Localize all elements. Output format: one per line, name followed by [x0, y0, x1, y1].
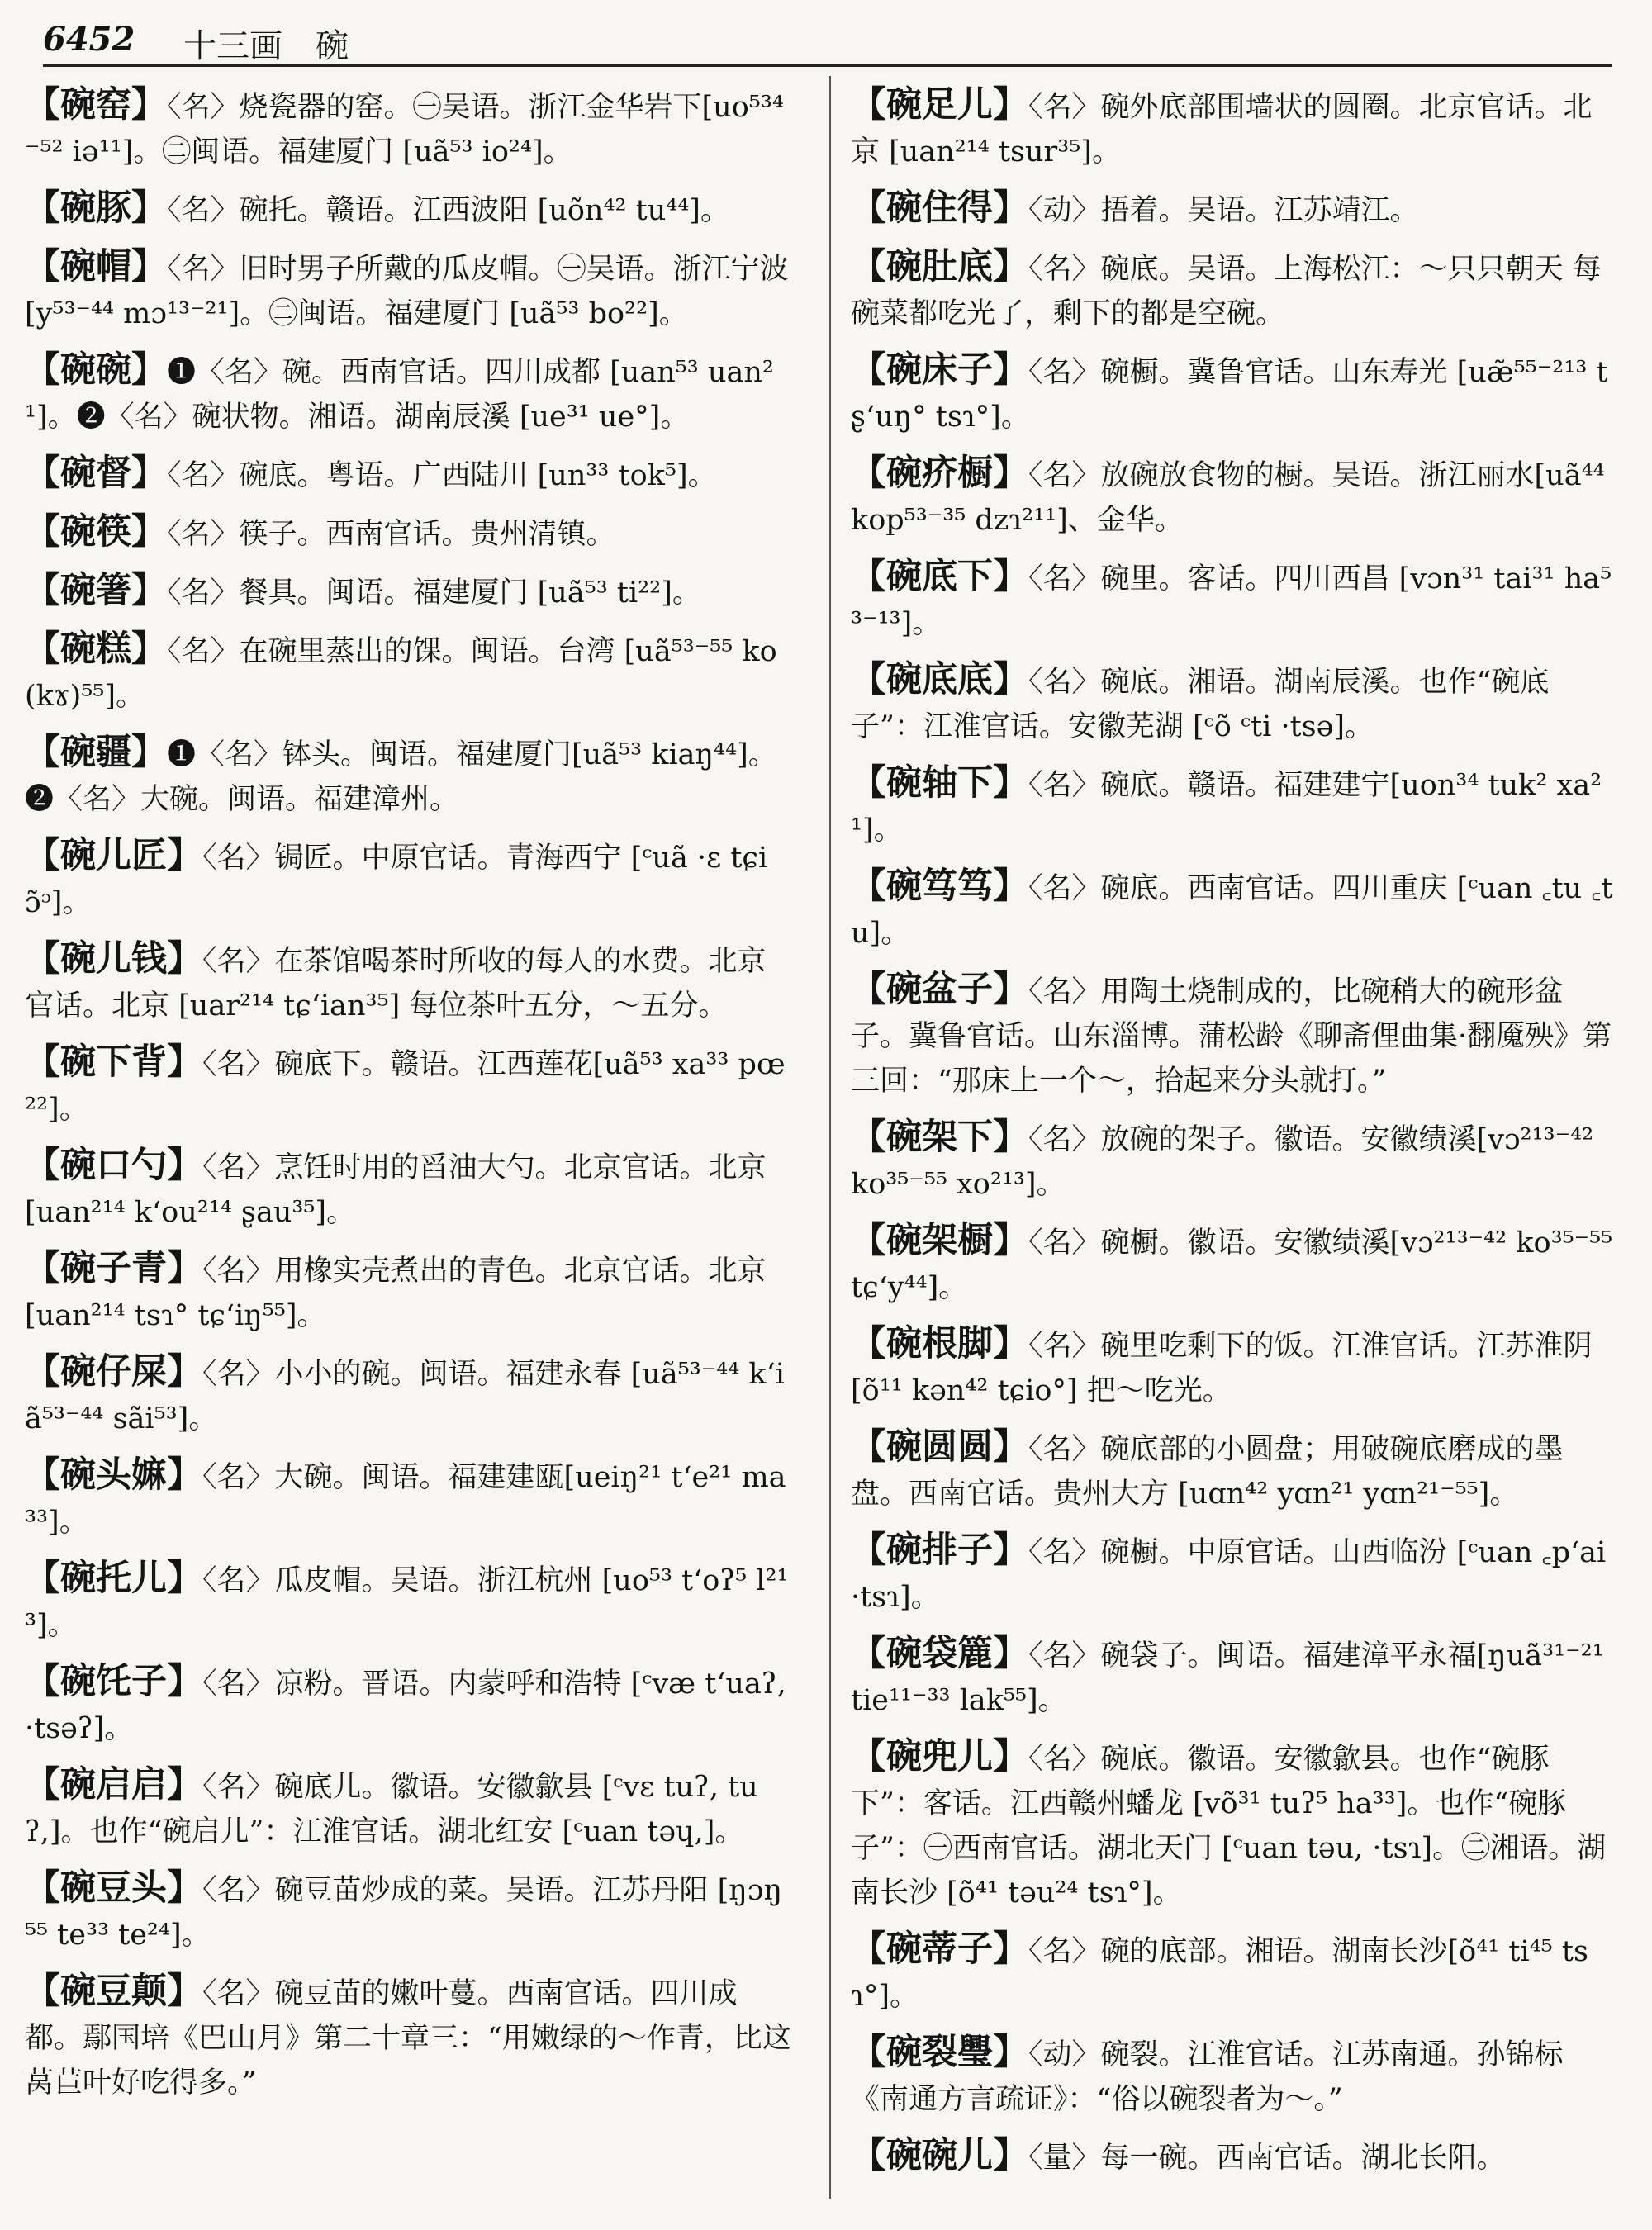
entry-definition: 放碗放食物的橱。吴语。浙江丽水[uã⁴⁴ kop⁵³⁻³⁵ dzɿ²¹¹]、金华。	[851, 459, 1605, 537]
entry-headword: 【碗疥橱】	[851, 453, 1028, 494]
dictionary-entry	[25, 937, 793, 1028]
entry-definition: 碗的底部。湘语。湖南长沙[õ⁴¹ ti⁴⁵ tsɿ°]。	[851, 1935, 1588, 2013]
entry-headword: 【碗底下】	[851, 556, 1028, 597]
dictionary-entry	[25, 186, 793, 233]
entry-definition: 碗底。徽语。安徽歙县。也作“碗豚下”：客话。江西赣州蟠龙 [võ³¹ tuʔ⁵ ha³³]。也作“碗豚子”：㊀西南官话。湖北天门 [ᶜuan təu, ·tsɿ]。㊁湘语。湖南长沙 [õ⁴¹ təu²⁴ tsɿ°]。	[851, 1743, 1607, 1910]
entry-part-of-speech: 〈名〉	[1028, 1743, 1101, 1776]
entry-part-of-speech: 〈名〉	[167, 518, 240, 551]
entry-part-of-speech: 〈名〉	[1028, 253, 1101, 286]
dictionary-entry	[851, 2030, 1619, 2122]
dictionary-entry	[851, 1218, 1619, 1310]
column-divider	[829, 76, 831, 2199]
entry-part-of-speech: 〈名〉	[1028, 459, 1101, 492]
entry-headword: 【碗箸】	[25, 570, 167, 611]
entry-headword: 【碗足儿】	[851, 84, 1028, 126]
dictionary-entry	[25, 1350, 793, 1441]
entry-definition: ❶〈名〉碗。西南官话。四川成都 [uan⁵³ uan²¹]。❷〈名〉碗状物。湘语。湖南辰溪 [ue³¹ ue°]。	[25, 356, 774, 434]
right-column	[851, 83, 1619, 2192]
entry-definition: 在碗里蒸出的馃。闽语。台湾 [uã⁵³⁻⁵⁵ ko(kɤ)⁵⁵]。	[25, 635, 777, 713]
entry-headword: 【碗窑】	[25, 84, 167, 126]
entry-definition: 小小的碗。闽语。福建永春 [uã⁵³⁻⁴⁴ kʻiã⁵³⁻⁴⁴ sãi⁵³]。	[25, 1358, 785, 1435]
dictionary-entry	[851, 1927, 1619, 2019]
entry-headword: 【碗袋簏】	[851, 1633, 1028, 1674]
dictionary-entry	[25, 1556, 793, 1648]
entry-part-of-speech: 〈动〉	[1028, 2038, 1101, 2071]
entry-headword: 【碗儿匠】	[25, 835, 202, 876]
entry-definition: 用橡实壳煮出的青色。北京官话。北京 [uan²¹⁴ tsɿ° tɕʻiŋ⁵⁵]。	[25, 1255, 767, 1332]
page-number: 6452	[43, 20, 135, 59]
dictionary-entry	[25, 1040, 793, 1132]
entry-part-of-speech: 〈名〉	[202, 1668, 275, 1701]
entry-definition: ❶〈名〉钵头。闽语。福建厦门[uã⁵³ kiaŋ⁴⁴]。❷〈名〉大碗。闽语。福建漳州。	[25, 738, 777, 816]
entry-definition: 凉粉。晋语。内蒙呼和浩特 [ᶜvæ tʻuaʔ, ·tsəʔ]。	[25, 1668, 786, 1745]
entry-headword: 【碗架橱】	[851, 1220, 1028, 1261]
dictionary-entry	[25, 730, 793, 822]
dictionary-entry	[25, 1246, 793, 1338]
entry-definition: 捂着。吴语。江苏靖江。	[1100, 194, 1419, 227]
dictionary-entry	[851, 864, 1619, 956]
entry-headword: 【碗碗】	[25, 349, 167, 391]
entry-part-of-speech: 〈名〉	[1028, 91, 1101, 124]
entry-part-of-speech: 〈名〉	[1028, 769, 1101, 802]
dictionary-entry	[25, 833, 793, 925]
entry-headword: 【碗豚】	[25, 187, 167, 229]
dictionary-entry	[25, 1763, 793, 1854]
dictionary-entry	[851, 761, 1619, 852]
entry-definition: 大碗。闽语。福建建瓯[ueiŋ²¹ tʻe²¹ ma³³]。	[25, 1461, 786, 1539]
dictionary-entry	[25, 1143, 793, 1235]
entry-definition: 旧时男子所戴的瓜皮帽。㊀吴语。浙江宁波 [y⁵³⁻⁴⁴ mɔ¹³⁻²¹]。㊁闽语。福建厦门 [uã⁵³ bo²²]。	[25, 253, 789, 330]
entry-definition: 碗底。粤语。广西陆川 [un³³ tok⁵]。	[239, 459, 717, 492]
entry-part-of-speech: 〈量〉	[1028, 2142, 1101, 2175]
dictionary-entry	[25, 451, 793, 498]
entry-definition: 碗底儿。徽语。安徽歙县 [ᶜvɛ tuʔ, tuʔ,]。也作“碗启儿”：江淮官话。湖北红安 [ᶜuan təɥ,]。	[25, 1771, 758, 1848]
entry-definition: 碗裂。江淮官话。江苏南通。孙锦标《南通方言疏证》：“俗以碗裂者为～。”	[851, 2038, 1564, 2116]
entry-headword: 【碗轴下】	[851, 762, 1028, 804]
dictionary-entry	[851, 967, 1619, 1103]
entry-headword: 【碗蒂子】	[851, 1929, 1028, 1970]
entry-definition: 碗底部的小圆盘；用破碗底磨成的墨盘。西南官话。贵州大方 [uɑn⁴² yɑn²¹ yɑn²¹⁻⁵⁵]。	[851, 1433, 1564, 1511]
entry-definition: 烧瓷器的窑。㊀吴语。浙江金华岩下[uo⁵³⁴⁻⁵² iə¹¹]。㊁闽语。福建厦门 [uã⁵³ io²⁴]。	[25, 91, 784, 168]
entry-definition: 碗外底部围墙状的圆圈。北京官话。北京 [uan²¹⁴ tsur³⁵]。	[851, 91, 1593, 168]
entry-definition: 放碗的架子。徽语。安徽绩溪[vɔ²¹³⁻⁴² ko³⁵⁻⁵⁵ xo²¹³]。	[851, 1123, 1594, 1201]
entry-headword: 【碗下背】	[25, 1041, 202, 1083]
left-column	[25, 83, 793, 2117]
dictionary-entry	[851, 1425, 1619, 1516]
entry-headword: 【碗豆颠】	[25, 1971, 202, 2012]
dictionary-entry	[851, 451, 1619, 543]
entry-definition: 瓜皮帽。吴语。浙江杭州 [uo⁵³ tʻoʔ⁵ l²¹³]。	[25, 1564, 789, 1642]
dictionary-entry	[25, 1969, 793, 2105]
entry-definition: 烹饪时用的舀油大勺。北京官话。北京 [uan²¹⁴ kʻou²¹⁴ ʂau³⁵]。	[25, 1151, 767, 1229]
entry-definition: 锔匠。中原官话。青海西宁 [ᶜuã ·ɛ tɕiɔ̃ᵓ]。	[25, 842, 768, 919]
entry-part-of-speech: 〈名〉	[202, 1977, 275, 2010]
entry-headword: 【碗筷】	[25, 511, 167, 553]
entry-part-of-speech: 〈名〉	[167, 459, 240, 492]
dictionary-entry	[25, 568, 793, 615]
entry-part-of-speech: 〈名〉	[1028, 1935, 1101, 1968]
entry-part-of-speech: 〈名〉	[167, 576, 240, 610]
dictionary-entry	[851, 1734, 1619, 1915]
entry-part-of-speech: 〈名〉	[1028, 1330, 1101, 1363]
entry-definition: 碗橱。中原官话。山西临汾 [ᶜuan ꜀pʻai ·tsɿ]。	[851, 1536, 1607, 1614]
entry-part-of-speech: 〈名〉	[167, 253, 240, 286]
entry-definition: 碗豆苗的嫩叶蔓。西南官话。四川成都。鄢国培《巴山月》第二十章三：“用嫩绿的～作青，比这莴苣叶好吃得多。”	[25, 1977, 791, 2100]
dictionary-entry	[25, 83, 793, 174]
entry-definition: 碗底。湘语。湖南辰溪。也作“碗底子”：江淮官话。安徽芜湖 [ᶜõ ᶜti ·tsə]。	[851, 666, 1550, 743]
entry-part-of-speech: 〈名〉	[1028, 1433, 1101, 1466]
entry-headword: 【碗督】	[25, 453, 167, 494]
entry-definition: 筷子。西南官话。贵州清镇。	[239, 518, 615, 551]
entry-definition: 用陶土烧制成的，比碗稍大的碗形盆子。冀鲁官话。山东淄博。蒲松龄《聊斋俚曲集·翻魇殃》第三回：“那床上一个～，拾起来分头就打。”	[851, 975, 1612, 1098]
entry-part-of-speech: 〈名〉	[202, 1255, 275, 1288]
entry-headword: 【碗头嫲】	[25, 1454, 202, 1496]
dictionary-entry	[25, 627, 793, 719]
entry-part-of-speech: 〈名〉	[202, 842, 275, 875]
entry-part-of-speech: 〈名〉	[167, 91, 240, 124]
page-header	[43, 15, 1612, 67]
entry-part-of-speech: 〈名〉	[202, 945, 275, 978]
entry-definition: 碗橱。徽语。安徽绩溪[vɔ²¹³⁻⁴² ko³⁵⁻⁵⁵ tɕʻy⁴⁴]。	[851, 1226, 1613, 1304]
entry-definition: 在茶馆喝茶时所收的每人的水费。北京官话。北京 [uar²¹⁴ tɕʻian³⁵] 每位茶叶五分，～五分。	[25, 945, 767, 1022]
entry-headword: 【碗床子】	[851, 349, 1028, 391]
entry-headword: 【碗托儿】	[25, 1558, 202, 1599]
entry-headword: 【碗启启】	[25, 1764, 202, 1805]
entry-headword: 【碗口勺】	[25, 1145, 202, 1186]
entry-definition: 碗里。客话。四川西昌 [vɔn³¹ tai³¹ ha⁵³⁻¹³]。	[851, 562, 1612, 640]
dictionary-entry	[851, 1528, 1619, 1620]
entry-headword: 【碗仔屎】	[25, 1351, 202, 1393]
dictionary-entry	[25, 348, 793, 439]
dictionary-entry	[25, 510, 793, 557]
entry-headword: 【碗儿钱】	[25, 938, 202, 980]
dictionary-entry	[25, 1659, 793, 1751]
entry-headword: 【碗排子】	[851, 1530, 1028, 1571]
dictionary-entry	[25, 1453, 793, 1544]
entry-headword: 【碗碗儿】	[851, 2135, 1028, 2176]
entry-part-of-speech: 〈名〉	[202, 1874, 275, 1907]
entry-headword: 【碗根脚】	[851, 1323, 1028, 1364]
entry-definition: 碗袋子。闽语。福建漳平永福[ŋuã³¹⁻²¹ tie¹¹⁻³³ lak⁵⁵]。	[851, 1639, 1604, 1717]
dictionary-entry	[851, 348, 1619, 439]
entry-headword: 【碗帽】	[25, 246, 167, 287]
entry-headword: 【碗肚底】	[851, 246, 1028, 287]
entry-definition: 碗豆苗炒成的菜。吴语。江苏丹阳 [ŋɔŋ⁵⁵ te³³ te²⁴]。	[25, 1874, 782, 1952]
entry-part-of-speech: 〈名〉	[202, 1461, 275, 1494]
dictionary-entry	[25, 244, 793, 336]
dictionary-entry	[25, 1866, 793, 1957]
entry-part-of-speech: 〈名〉	[1028, 1639, 1101, 1672]
entry-headword: 【碗裂璺】	[851, 2032, 1028, 2073]
entry-definition: 每一碗。西南官话。湖北长阳。	[1100, 2142, 1506, 2175]
entry-headword: 【碗豆头】	[25, 1867, 202, 1909]
entry-part-of-speech: 〈名〉	[1028, 872, 1101, 905]
entry-part-of-speech: 〈名〉	[1028, 975, 1101, 1008]
entry-part-of-speech: 〈名〉	[202, 1358, 275, 1391]
entry-headword: 【碗糕】	[25, 629, 167, 670]
dictionary-entry	[851, 83, 1619, 174]
dictionary-entry	[851, 2133, 1619, 2180]
entry-definition: 碗里吃剩下的饭。江淮官话。江苏淮阴 [õ¹¹ kən⁴² tɕio°] 把～吃光。	[851, 1330, 1593, 1407]
entry-definition: 碗托。赣语。江西波阳 [uõn⁴² tu⁴⁴]。	[239, 194, 729, 227]
entry-definition: 碗底下。赣语。江西莲花[uã⁵³ xa³³ pœ²²]。	[25, 1048, 786, 1126]
entry-headword: 【碗住得】	[851, 187, 1028, 229]
entry-definition: 碗底。赣语。福建建宁[uon³⁴ tuk² xa²¹]。	[851, 769, 1602, 847]
entry-definition: 碗底。吴语。上海松江：～只只朝天 每碗菜都吃光了，剩下的都是空碗。	[851, 253, 1602, 330]
entry-part-of-speech: 〈名〉	[1028, 356, 1101, 389]
dictionary-entry	[851, 1321, 1619, 1413]
entry-headword: 【碗笃笃】	[851, 866, 1028, 907]
dictionary-entry	[851, 1631, 1619, 1723]
entry-headword: 【碗子青】	[25, 1248, 202, 1289]
dictionary-entry	[851, 657, 1619, 749]
entry-headword: 【碗兜儿】	[851, 1736, 1028, 1777]
dictionary-entry	[851, 244, 1619, 336]
entry-part-of-speech: 〈名〉	[1028, 1226, 1101, 1260]
entry-headword: 【碗疆】	[25, 732, 167, 773]
entry-definition: 碗橱。冀鲁官话。山东寿光 [uæ̃⁵⁵⁻²¹³ tʂʻuŋ° tsɿ°]。	[851, 356, 1608, 434]
entry-part-of-speech: 〈名〉	[167, 194, 240, 227]
entry-definition: 碗底。西南官话。四川重庆 [ᶜuan ꜀tu ꜀tu]。	[851, 872, 1613, 950]
entry-part-of-speech: 〈名〉	[1028, 1123, 1101, 1156]
entry-headword: 【碗盆子】	[851, 969, 1028, 1010]
entry-part-of-speech: 〈名〉	[1028, 1536, 1101, 1569]
entry-part-of-speech: 〈名〉	[202, 1564, 275, 1597]
entry-part-of-speech: 〈名〉	[1028, 562, 1101, 595]
entry-part-of-speech: 〈名〉	[202, 1151, 275, 1184]
dictionary-entry	[851, 554, 1619, 646]
entry-part-of-speech: 〈名〉	[202, 1771, 275, 1804]
section-title: 十三画 碗	[183, 27, 349, 65]
entry-part-of-speech: 〈动〉	[1028, 194, 1101, 227]
entry-part-of-speech: 〈名〉	[167, 635, 240, 668]
entry-headword: 【碗底底】	[851, 659, 1028, 700]
entry-headword: 【碗架下】	[851, 1117, 1028, 1158]
dictionary-entry	[851, 186, 1619, 233]
entry-part-of-speech: 〈名〉	[202, 1048, 275, 1081]
dictionary-entry	[851, 1115, 1619, 1207]
entry-part-of-speech: 〈名〉	[1028, 666, 1101, 699]
entry-headword: 【碗饦子】	[25, 1661, 202, 1702]
entry-definition: 餐具。闽语。福建厦门 [uã⁵³ ti²²]。	[239, 576, 701, 610]
entry-headword: 【碗圆圆】	[851, 1426, 1028, 1468]
